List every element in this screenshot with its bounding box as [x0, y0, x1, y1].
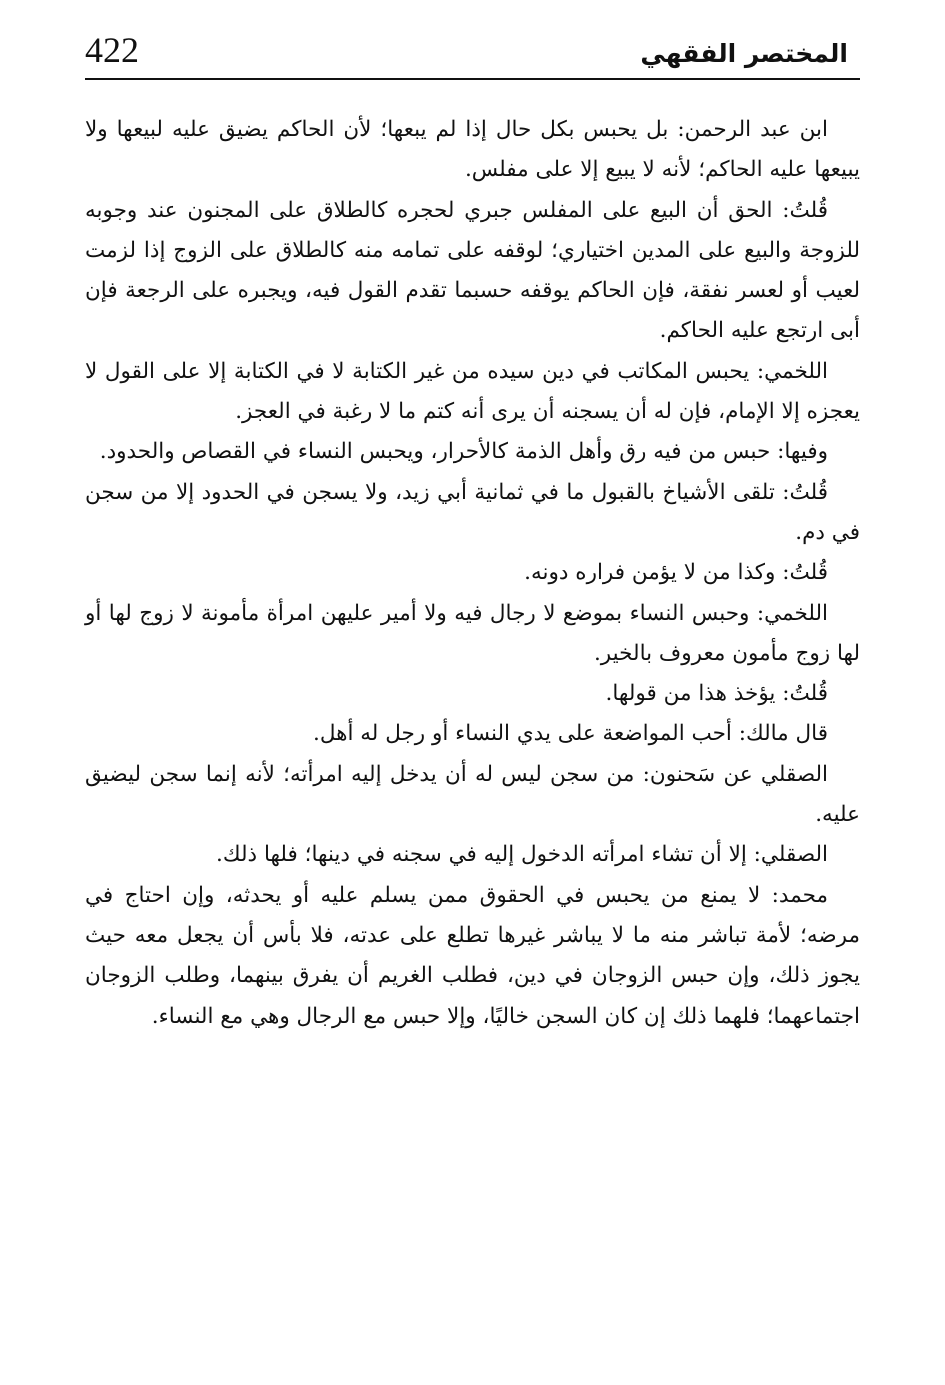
paragraph: قُلتُ: يؤخذ هذا من قولها.	[605, 681, 828, 707]
paragraph: محمد: لا يمنع من يحبس في الحقوق ممن يسلم عليه أو يحدثه، وإن احتاج في مرضه؛ لأمة تباشر منه ما لا يباشر غيرها تطلع على عدته، فلا بأس أن يجعل معه حيث يجوز ذلك، وإن حبس الزوجان في دين، فطلب الغريم أن يفرق بينهما، وطلب الزوجان اجتماعهما؛ فلهما ذلك إن كان السجن خاليًا، وإلا حبس مع الرجال وهي مع النساء.	[85, 882, 860, 1029]
paragraph: وفيها: حبس من فيه رق وأهل الذمة كالأحرار، ويحبس النساء في القصاص والحدود.	[99, 439, 828, 465]
paragraph: الصقلي: إلا أن تشاء امرأته الدخول إليه في سجنه في دينها؛ فلها ذلك.	[216, 842, 828, 868]
paragraph: قُلتُ: تلقى الأشياخ بالقبول ما في ثمانية أبي زيد، ولا يسجن في الحدود إلا من سجن في دم.	[85, 479, 860, 545]
paragraph: الصقلي عن سَحنون: من سجن ليس له أن يدخل إليه امرأته؛ لأنه إنما سجن ليضيق عليه.	[85, 761, 860, 828]
paragraph: ابن عبد الرحمن: بل يحبس بكل حال إذا لم يبعها؛ لأن الحاكم يضيق عليه لبيعها ولا يبيعها عليه الحاكم؛ لأنه لا يبيع إلا على مفلس.	[85, 117, 860, 183]
running-title: المختصر الفقهي	[640, 39, 848, 68]
paragraph: اللخمي: وحبس النساء بموضع لا رجال فيه ولا أمير عليهن امرأة مأمونة لا زوج لها أو لها زوج مأمون معروف بالخير.	[85, 600, 860, 666]
paragraph: قُلتُ: وكذا من لا يؤمن فراره دونه.	[524, 560, 828, 586]
body-text	[85, 110, 860, 1037]
page-header	[85, 28, 860, 80]
paragraph: قُلتُ: الحق أن البيع على المفلس جبري لحجره كالطلاق على المجنون عند وجوبه للزوجة والبيع على المدين اختياري؛ لوقفه على تمامه منه كالطلاق على الزوج إذا لزمت لعيب أو لعسر نفقة، فإن الحاكم يوقفه حسبما تقدم القول فيه، ويجبره على الرجعة فإن أبى ارتجع عليه الحاكم.	[85, 197, 860, 344]
paragraph: قال مالك: أحب المواضعة على يدي النساء أو رجل له أهل.	[313, 721, 828, 747]
paragraph: اللخمي: يحبس المكاتب في دين سيده من غير الكتابة لا في الكتابة إلا على القول لا يعجزه إلا الإمام، فإن له أن يسجنه أن يرى أنه كتم ما لا رغبة في العجز.	[85, 358, 860, 425]
page-number: 422	[85, 30, 139, 70]
header-rule	[85, 78, 860, 80]
book-page	[85, 28, 860, 1358]
